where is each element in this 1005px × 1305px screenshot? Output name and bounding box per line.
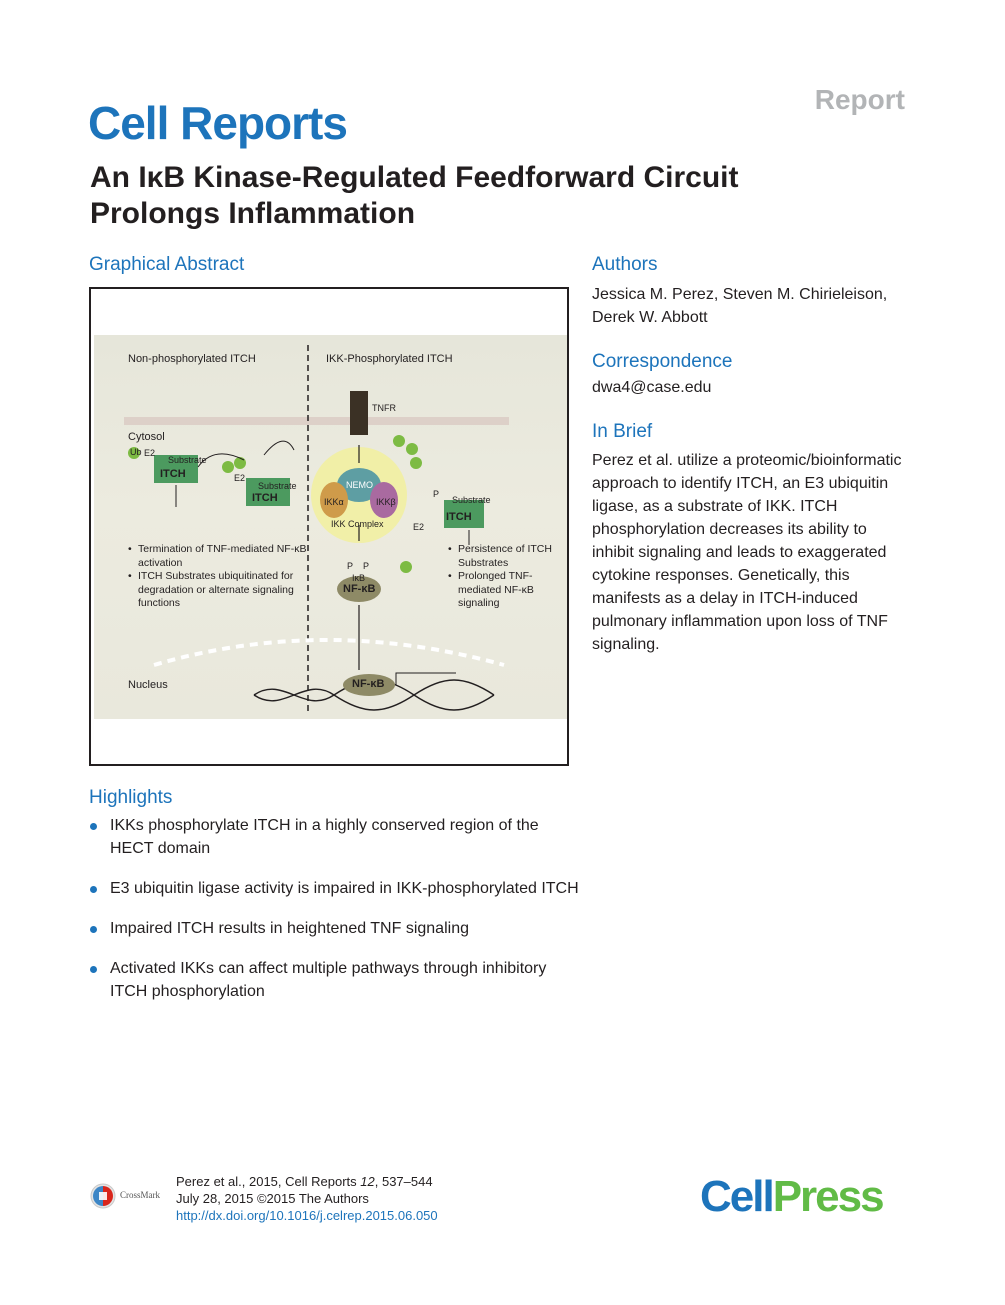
- graphical-abstract-diagram: [94, 335, 567, 719]
- itch-label-left-1: ITCH: [160, 468, 186, 480]
- citation-block: [176, 1173, 438, 1224]
- nemo-label: NEMO: [346, 480, 373, 490]
- p-label: P: [433, 489, 440, 499]
- bullet-icon: [90, 823, 97, 830]
- highlight-item: [90, 917, 580, 940]
- citation-line-2: July 28, 2015 ©2015 The Authors: [176, 1191, 369, 1206]
- substrate-label: Substrate: [258, 481, 297, 491]
- doi-link[interactable]: http://dx.doi.org/10.1016/j.celrep.2015.06.050: [176, 1208, 438, 1223]
- highlight-text: Impaired ITCH results in heightened TNF signaling: [110, 920, 469, 937]
- crossmark-icon: [90, 1183, 116, 1209]
- crossmark-text: CrossMark: [120, 1190, 160, 1200]
- graphical-abstract-figure: [89, 287, 569, 766]
- bullet-icon: [90, 966, 97, 973]
- substrate-label: Substrate: [452, 495, 491, 505]
- highlights-heading: Highlights: [89, 787, 173, 808]
- cellpress-logo-cell: Cell: [700, 1172, 773, 1221]
- e2-label: E2: [144, 448, 156, 458]
- left-panel-title: Non-phosphorylated ITCH: [128, 353, 256, 365]
- cell-membrane: [124, 417, 509, 425]
- tnfr-receptor-shape: [350, 391, 368, 435]
- nfkb-nucleus-label: NF-κB: [352, 678, 385, 690]
- crossmark-logo[interactable]: [90, 1183, 176, 1207]
- highlight-item: [90, 814, 580, 860]
- cellpress-logo: [700, 1172, 883, 1222]
- highlights-list: [90, 814, 580, 1020]
- nucleus-label: Nucleus: [128, 679, 168, 691]
- ub-shape: [393, 435, 405, 447]
- nuclear-envelope: [154, 640, 504, 665]
- ikk-complex-label: IKK Complex: [331, 519, 384, 529]
- right-panel-bullets: [448, 543, 558, 611]
- nfkb-cytosol-label: NF-κB: [343, 583, 376, 595]
- highlight-item: [90, 957, 580, 1003]
- ub-shape: [222, 461, 234, 473]
- highlight-text: IKKs phosphorylate ITCH in a highly conserved region of the HECT domain: [110, 817, 539, 857]
- authors-heading: Authors: [592, 254, 658, 275]
- correspondence-email[interactable]: dwa4@case.edu: [592, 379, 712, 396]
- ikb-label: IκB: [352, 573, 366, 583]
- right-bullet: • Prolonged TNF-mediated NF-κB signaling: [448, 570, 558, 611]
- ub-shape: [234, 457, 246, 469]
- citation-prefix: Perez et al., 2015, Cell Reports: [176, 1174, 361, 1189]
- highlight-item: [90, 877, 580, 900]
- authors-names: Jessica M. Perez, Steven M. Chirieleison, Derek W. Abbott: [592, 286, 888, 326]
- cytosol-label: Cytosol: [128, 431, 165, 443]
- in-brief-heading: In Brief: [592, 421, 653, 442]
- transcription-arrow: [396, 673, 456, 685]
- p-label: P: [347, 561, 354, 571]
- citation-volume: 12: [360, 1174, 375, 1189]
- correspondence-heading: Correspondence: [592, 351, 733, 372]
- ub-shape: [406, 443, 418, 455]
- left-bullet: • ITCH Substrates ubiquitinated for degradation or alternate signaling functions: [128, 570, 308, 611]
- ub-shape: [400, 561, 412, 573]
- p-label: P: [363, 561, 370, 571]
- itch-label-left-2: ITCH: [252, 492, 278, 504]
- left-panel-bullets: [128, 543, 308, 611]
- ub-label: Ub: [130, 447, 142, 457]
- right-panel-title: IKK-Phosphorylated ITCH: [326, 353, 453, 365]
- highlight-text: Activated IKKs can affect multiple pathways through inhibitory ITCH phosphorylation: [110, 960, 547, 1000]
- article-type-label: Report: [814, 84, 905, 115]
- article-title: An IκB Kinase-Regulated Feedforward Circuit Prolongs Inflammation: [90, 161, 739, 230]
- arrow: [264, 441, 294, 455]
- itch-label-right: ITCH: [446, 511, 472, 523]
- ub-shape: [410, 457, 422, 469]
- left-bullet: • Termination of TNF-mediated NF-κB activation: [128, 543, 308, 570]
- in-brief-text: Perez et al. utilize a proteomic/bioinformatic approach to identify ITCH, an E3 ubiquitin ligase, as a substrate of IKK. ITCH phosphorylation decreases its ability to inhibit signaling and leads to exaggerated cytokine responses. Genetically, this manifests as a delay in ITCH-induced pulmonary inflammation upon loss of TNF signaling.: [592, 452, 902, 653]
- journal-title: Cell Reports: [88, 97, 347, 149]
- ikkb-label: IKKβ: [376, 497, 396, 507]
- substrate-label: Substrate: [168, 455, 207, 465]
- bullet-icon: [90, 926, 97, 933]
- e2-label: E2: [413, 522, 425, 532]
- tnfr-label: TNFR: [372, 403, 396, 413]
- cellpress-logo-press: Press: [772, 1172, 883, 1221]
- highlight-text: E3 ubiquitin ligase activity is impaired in IKK-phosphorylated ITCH: [110, 880, 579, 897]
- bullet-icon: [90, 886, 97, 893]
- citation-pages: , 537–544: [374, 1174, 433, 1189]
- right-bullet: • Persistence of ITCH Substrates: [448, 543, 558, 570]
- e2-label: E2: [234, 473, 246, 483]
- citation-line-1: [176, 1173, 438, 1190]
- ikka-label: IKKα: [324, 497, 344, 507]
- graphical-abstract-heading: Graphical Abstract: [89, 254, 245, 275]
